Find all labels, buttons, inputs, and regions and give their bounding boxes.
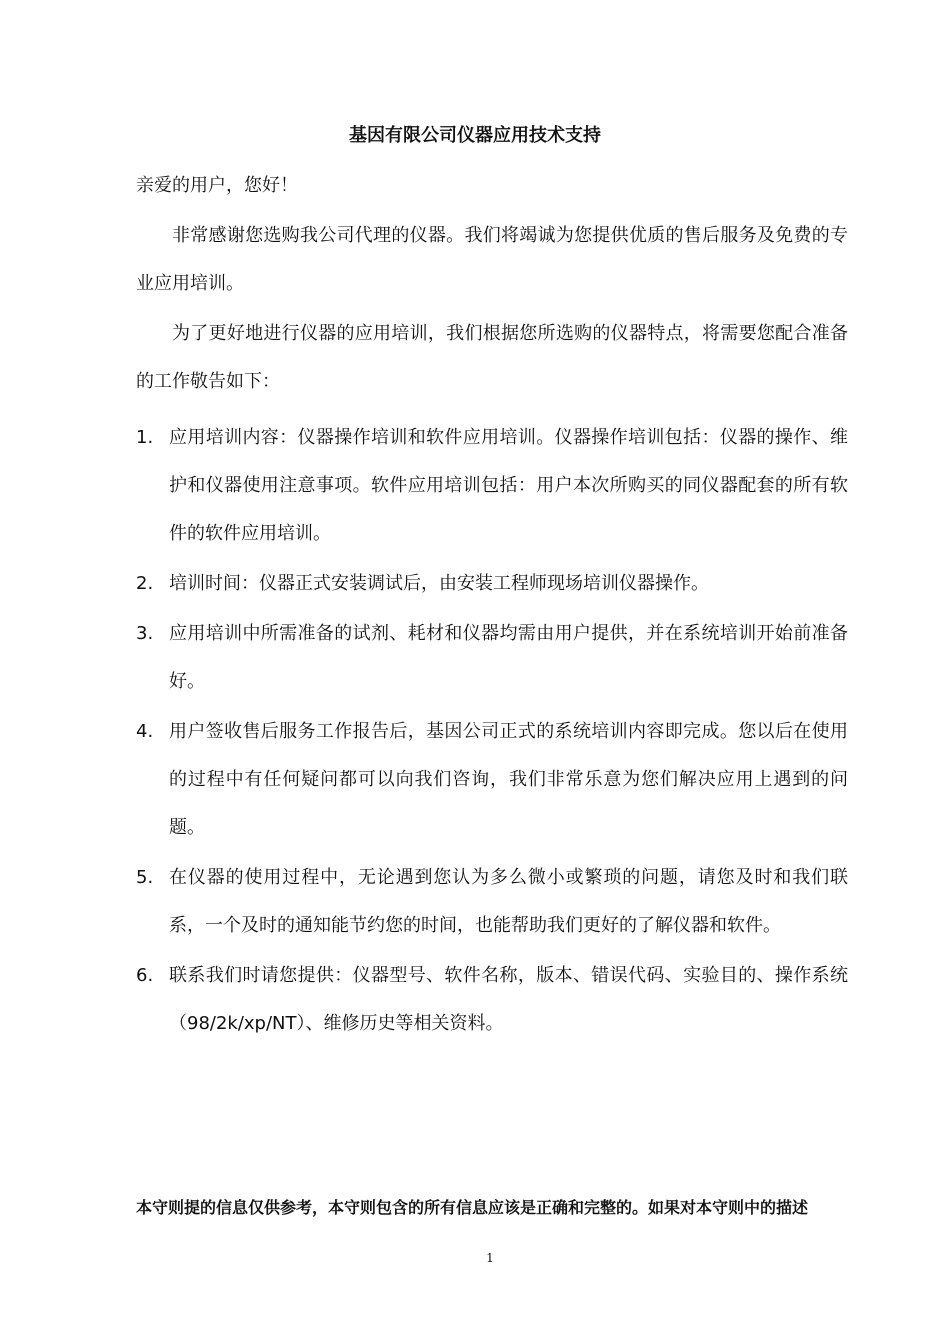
notice-list (136, 414, 848, 1050)
page-number: 1 (486, 1251, 494, 1265)
list-item-text: 培训时间：仪器正式安装调试后，由安装工程师现场培训仪器操作。 (169, 573, 709, 594)
list-item-text: 应用培训内容：仪器操作培训和软件应用培训。仪器操作培训包括：仪器的操作、维护和仪器使用注意事项。软件应用培训包括：用户本次所购买的同仪器配套的所有软件的软件应用培训。 (169, 427, 848, 544)
list-item-text: 应用培训中所需准备的试剂、耗材和仪器均需由用户提供，并在系统培训开始前准备好。 (169, 623, 848, 692)
list-item (136, 708, 848, 852)
disclaimer-note: 本守则提的信息仅供参考，本守则包含的所有信息应该是正确和完整的。如果对本守则中的描述 (136, 1198, 809, 1217)
list-item-number: 5. (136, 867, 154, 888)
preparation-paragraph: 为了更好地进行仪器的应用培训，我们根据您所选购的仪器特点，将需要您配合准备的工作敬告如下： (136, 323, 848, 392)
list-item-text: 用户签收售后服务工作报告后，基因公司正式的系统培训内容即完成。您以后在使用的过程中有任何疑问都可以向我们咨询，我们非常乐意为您们解决应用上遇到的问题。 (169, 721, 848, 838)
list-item (136, 854, 848, 950)
document-title: 基因有限公司仪器应用技术支持 (349, 125, 601, 146)
list-item-number: 4. (136, 721, 154, 742)
list-item-number: 2. (136, 573, 154, 594)
list-item-number: 3. (136, 623, 154, 644)
list-item (136, 560, 848, 608)
list-item-number: 6. (136, 965, 154, 986)
list-item-text: 联系我们时请您提供：仪器型号、软件名称，版本、错误代码、实验目的、操作系统（98/2k/xp/NT）、维修历史等相关资料。 (169, 965, 848, 1034)
list-item (136, 414, 848, 558)
greeting: 亲爱的用户，您好！ (136, 175, 298, 196)
list-item (136, 952, 848, 1048)
intro-paragraph: 非常感谢您选购我公司代理的仪器。我们将竭诚为您提供优质的售后服务及免费的专业应用培训。 (136, 225, 848, 294)
list-item-number: 1. (136, 427, 154, 448)
list-item-text: 在仪器的使用过程中，无论遇到您认为多么微小或繁琐的问题，请您及时和我们联系，一个及时的通知能节约您的时间，也能帮助我们更好的了解仪器和软件。 (169, 867, 848, 936)
list-item (136, 610, 848, 706)
